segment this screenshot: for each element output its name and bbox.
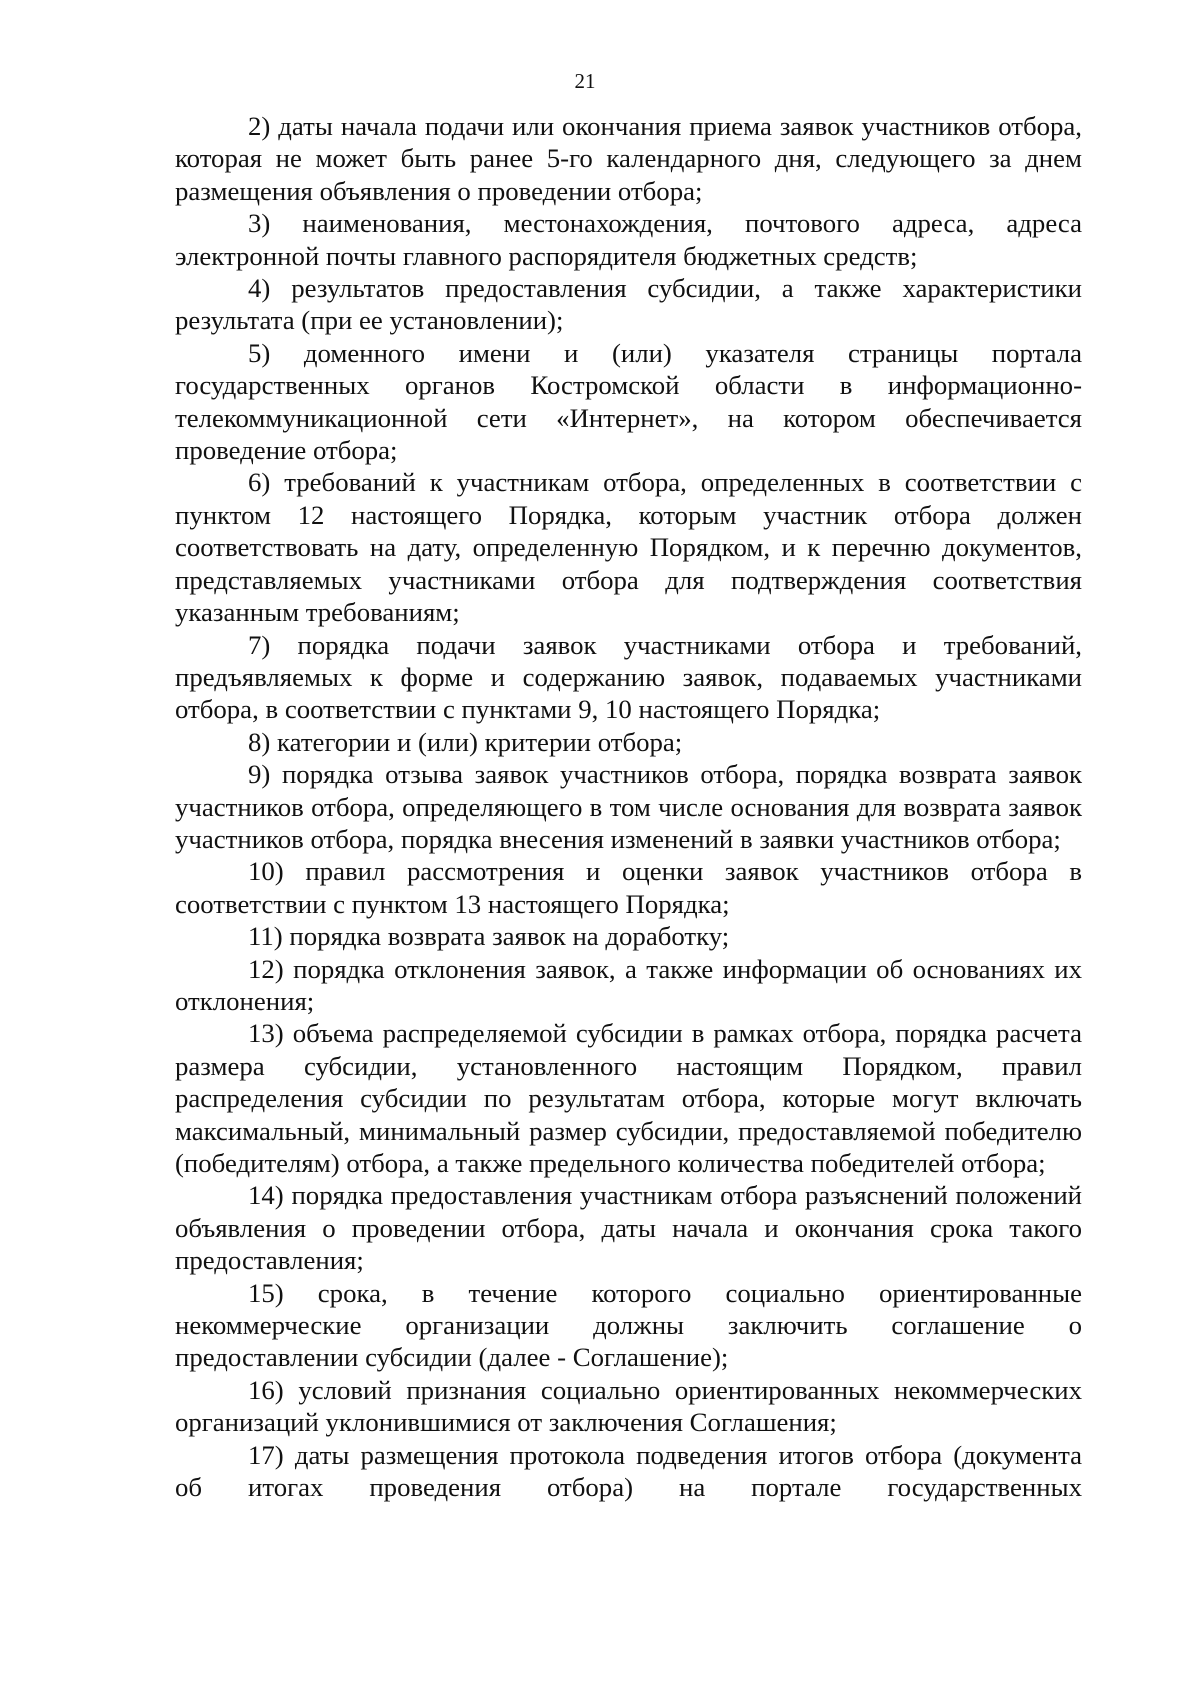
paragraph-item-10: 10) правил рассмотрения и оценки заявок участников отбора в соответствии с пунктом 13 настоящего Порядка; xyxy=(175,856,1082,919)
paragraph-item-6: 6) требований к участникам отбора, определенных в соответствии с пунктом 12 настоящего Порядка, которым участник отбора должен соответствовать на дату, определенную Порядком, и к перечню документов, представляемых участниками отбора для подтверждения соответствия указанным требованиям; xyxy=(175,467,1082,628)
document-body xyxy=(175,110,1082,1503)
paragraph-item-14: 14) порядка предоставления участникам отбора разъяснений положений объявления о проведении отбора, даты начала и окончания срока такого предоставления; xyxy=(175,1180,1082,1276)
page-number: 21 xyxy=(574,69,596,93)
paragraph-item-13: 13) объема распределяемой субсидии в рамках отбора, порядка расчета размера субсидии, установленного настоящим Порядком, правил распределения субсидии по результатам отбора, которые могут включать максимальный, минимальный размер субсидии, предоставляемой победителю (победителям) отбора, а также предельного количества победителей отбора; xyxy=(175,1018,1082,1178)
paragraph-item-8: 8) категории и (или) критерии отбора; xyxy=(248,726,683,757)
paragraph-item-3: 3) наименования, местонахождения, почтового адреса, адреса электронной почты главного распорядителя бюджетных средств; xyxy=(175,208,1082,271)
paragraph-item-17: 17) даты размещения протокола подведения итогов отбора (документа об итогах проведения отбора) на портале государственных xyxy=(175,1439,1082,1503)
paragraph-item-4: 4) результатов предоставления субсидии, а также характеристики результата (при ее установлении); xyxy=(175,273,1082,336)
paragraph-item-5: 5) доменного имени и (или) указателя страницы портала государственных органов Костромской области в информационно-телекоммуникационной сети «Интернет», на котором обеспечивается проведение отбора; xyxy=(175,337,1082,466)
paragraph-item-11: 11) порядка возврата заявок на доработку; xyxy=(248,921,730,952)
paragraph-item-9: 9) порядка отзыва заявок участников отбора, порядка возврата заявок участников отбора, определяющего в том числе основания для возврата заявок участников отбора, порядка внесения изменений в заявки участников отбора; xyxy=(175,759,1082,854)
paragraph-item-2: 2) даты начала подачи или окончания приема заявок участников отбора, которая не может быть ранее 5-го календарного дня, следующего за днем размещения объявления о проведении отбора; xyxy=(175,111,1082,206)
paragraph-item-12: 12) порядка отклонения заявок, а также информации об основаниях их отклонения; xyxy=(175,953,1082,1016)
paragraph-item-16: 16) условий признания социально ориентированных некоммерческих организаций уклонившимися от заключения Соглашения; xyxy=(175,1374,1082,1438)
paragraph-item-7: 7) порядка подачи заявок участниками отбора и требований, предъявляемых к форме и содержанию заявок, подаваемых участниками отбора, в соответствии с пунктами 9, 10 настоящего Порядка; xyxy=(175,629,1082,725)
paragraph-item-15: 15) срока, в течение которого социально ориентированные некоммерческие организации должны заключить соглашение о предоставлении субсидии (далее - Соглашение); xyxy=(175,1277,1082,1373)
